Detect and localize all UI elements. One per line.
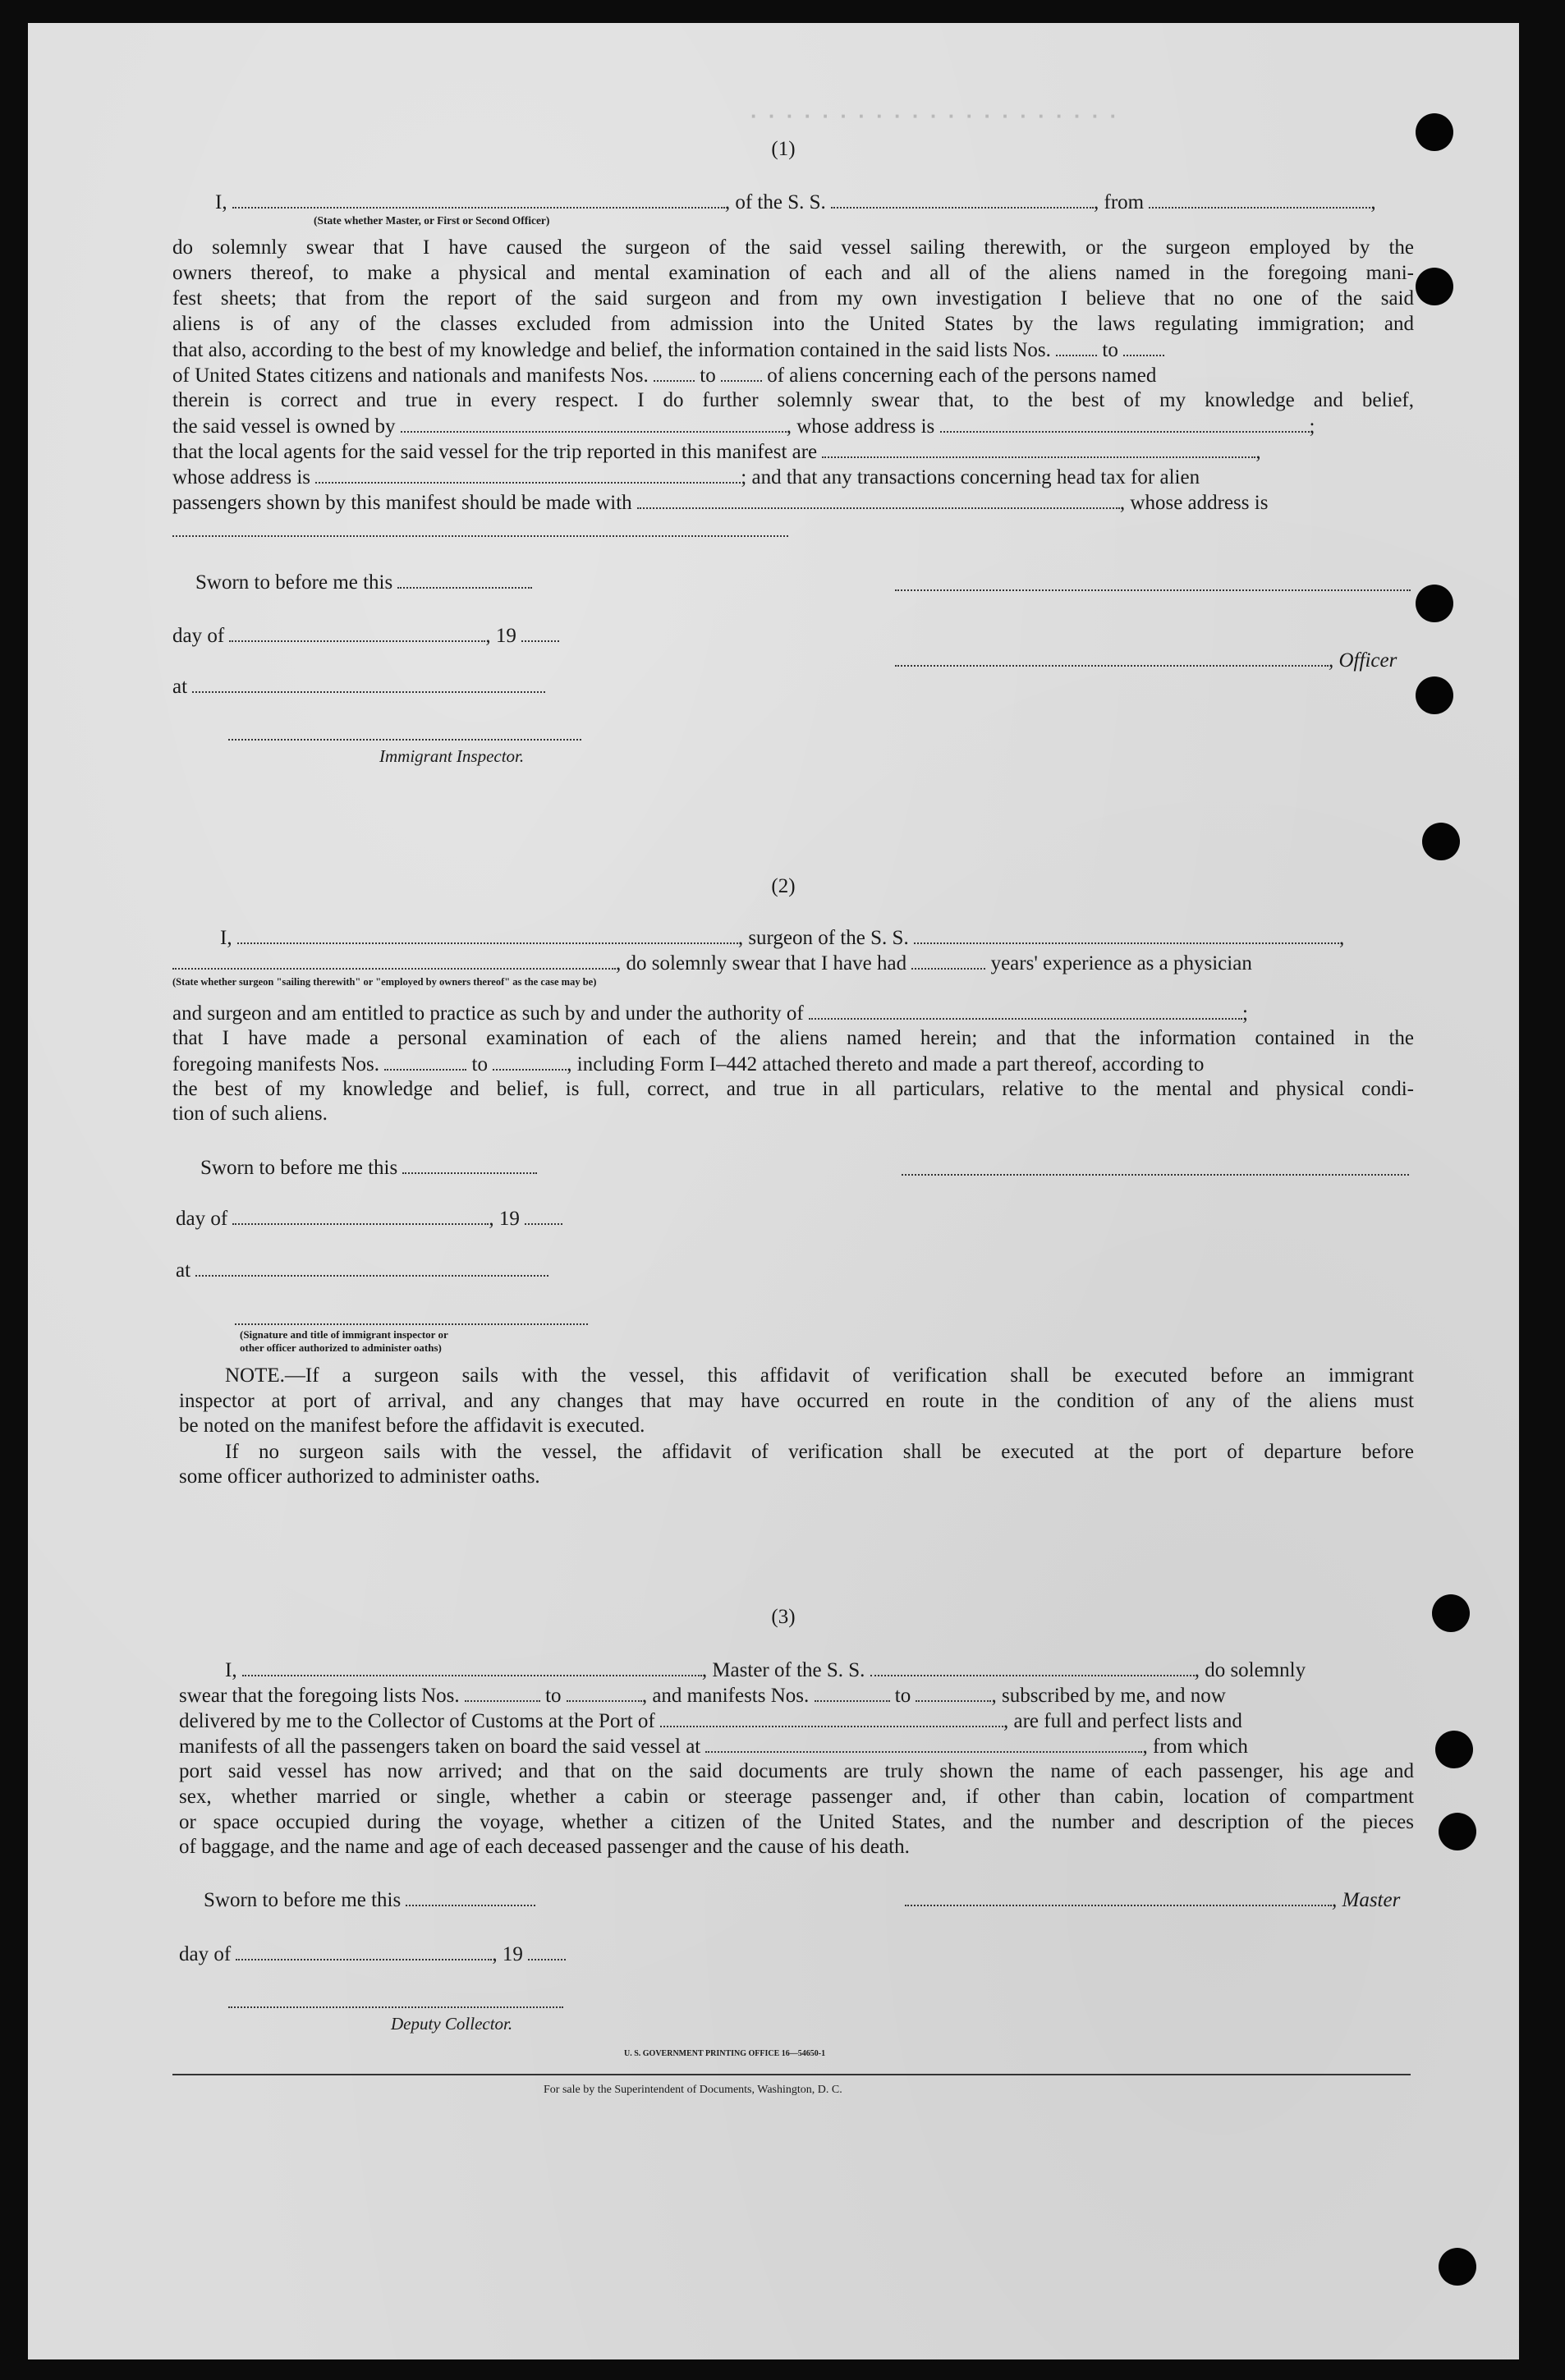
s2-line2 xyxy=(172,950,1252,976)
punch-hole xyxy=(1416,268,1453,305)
s1-at-label: at xyxy=(172,676,188,698)
s1-local-agents-text: that the local agents for the said vessel for the trip reported in this manifest are xyxy=(172,441,818,463)
s2-signature-note: (Signature and title of immigrant inspector or xyxy=(240,1328,448,1341)
s1-passengers-text: passengers shown by this manifest should be made with xyxy=(172,492,632,514)
s3-subscribed-text: , subscribed by me, and now xyxy=(991,1685,1226,1707)
s3-paragraph-line: port said vessel has now arrived; and that on the said documents are truly shown the name of each passenger, his age and xyxy=(179,1760,1414,1782)
s3-manifests-to-field[interactable] xyxy=(916,1682,991,1702)
alien-manifests-to-field[interactable] xyxy=(721,362,762,382)
punch-hole xyxy=(1422,823,1460,860)
s1-paragraph-line: aliens is of any of the classes excluded from admission into the United States by the laws regulating immigration; and xyxy=(172,313,1414,335)
s1-manifests-text: of United States citizens and nationals and manifests Nos. xyxy=(172,365,649,387)
s3-lists-to-field[interactable] xyxy=(567,1682,642,1702)
s1-year-field[interactable] xyxy=(521,622,559,642)
s3-sworn-label: Sworn to before me this xyxy=(204,1889,402,1911)
s1-to-label: to xyxy=(1102,339,1118,361)
s2-year-label: , 19 xyxy=(489,1208,520,1230)
s2-authority-text: and surgeon and am entitled to practice as such by and under the authority of xyxy=(172,1002,804,1025)
s1-sworn-day-field[interactable] xyxy=(397,569,532,589)
note-paragraph-line: some officer authorized to administer oaths. xyxy=(179,1465,540,1488)
officer-rank-note: (State whether Master, or First or Second Officer) xyxy=(314,214,550,227)
s2-inspector-signature-field[interactable] xyxy=(235,1323,588,1325)
surgeon-name-field[interactable] xyxy=(237,924,738,944)
s2-sworn-day-field[interactable] xyxy=(402,1154,537,1174)
s2-month-field[interactable] xyxy=(232,1205,489,1225)
punch-hole xyxy=(1416,585,1453,622)
s1-lists-text: that also, according to the best of my knowledge and belief, the information contained in the said lists Nos. xyxy=(172,339,1051,361)
s1-i-label: I, xyxy=(215,191,227,213)
s1-comma: , xyxy=(1370,191,1376,213)
s1-paragraph-line: therein is correct and true in every respect. I do further solemnly swear that, to the best of my knowledge and belief, xyxy=(172,389,1414,411)
punch-hole xyxy=(1439,2248,1476,2286)
s2-paragraph-line: that I have made a personal examination of each of the aliens named herein; and that the information contained in the xyxy=(172,1027,1414,1049)
s1-at-line xyxy=(172,673,545,699)
practice-authority-field[interactable] xyxy=(809,1000,1242,1020)
s1-of-ss-label: , of the S. S. xyxy=(724,191,826,213)
s3-paragraph-line: of baggage, and the name and age of each deceased passenger and the cause of his death. xyxy=(179,1836,910,1858)
s2-paragraph-line xyxy=(172,1051,1204,1077)
punch-hole xyxy=(1435,1731,1473,1768)
s1-officer-label: , Officer xyxy=(1329,649,1397,672)
head-tax-address-field[interactable] xyxy=(172,535,788,537)
s1-year-label: , 19 xyxy=(485,625,516,647)
punch-hole xyxy=(1439,1813,1476,1850)
s1-line1 xyxy=(215,189,1376,215)
s2-day-of-line xyxy=(176,1205,562,1231)
collector-signature-field[interactable] xyxy=(228,2006,563,2008)
s1-aliens-text: of aliens concerning each of the persons named xyxy=(767,365,1157,387)
s1-paragraph-line xyxy=(172,362,1156,388)
s1-paragraph-line xyxy=(172,464,1200,490)
agents-address-field[interactable] xyxy=(315,464,741,484)
s1-owned-by-text: the said vessel is owned by xyxy=(172,415,396,438)
s3-month-field[interactable] xyxy=(236,1941,492,1960)
s2-year-field[interactable] xyxy=(525,1205,562,1225)
s2-experience-text: years' experience as a physician xyxy=(990,952,1252,974)
note-paragraph-line: inspector at port of arrival, and any changes that may have occurred en route in the condition of any of the aliens must xyxy=(179,1390,1414,1412)
punch-hole xyxy=(1416,676,1453,714)
s1-sworn-label: Sworn to before me this xyxy=(195,571,393,594)
note-paragraph-line: NOTE.—If a surgeon sails with the vessel, this affidavit of verification shall be executed before an immigrant xyxy=(225,1364,1414,1387)
s2-comma: , xyxy=(1338,927,1345,949)
owner-address-field[interactable] xyxy=(940,413,1310,433)
master-name-field[interactable] xyxy=(242,1657,702,1676)
s1-month-field[interactable] xyxy=(229,622,485,642)
s1-paragraph-line: do solemnly swear that I have caused the surgeon of the said vessel sailing therewith, or the surgeon employed by the xyxy=(172,236,1414,259)
s2-day-of-label: day of xyxy=(176,1208,228,1230)
us-lists-to-field[interactable] xyxy=(1123,337,1164,356)
s2-place-field[interactable] xyxy=(195,1257,548,1277)
s3-to-label: to xyxy=(894,1685,911,1707)
s1-place-field[interactable] xyxy=(192,673,545,693)
s2-i-label: I, xyxy=(220,927,232,949)
s3-master-label: , Master xyxy=(1332,1889,1401,1911)
departure-port-field[interactable] xyxy=(1149,189,1370,209)
s2-sworn-label: Sworn to before me this xyxy=(200,1157,398,1179)
s1-officer-signature-field[interactable] xyxy=(895,647,1329,667)
punch-hole xyxy=(1432,1594,1470,1632)
s1-to-label: to xyxy=(700,365,716,387)
s3-line3 xyxy=(179,1708,1242,1734)
s3-manifests-text: , and manifests Nos. xyxy=(641,1685,810,1707)
s3-sworn-line xyxy=(204,1887,535,1913)
note-paragraph-line: If no surgeon sails with the vessel, the affidavit of verification shall be executed at the port of departure before xyxy=(225,1441,1414,1463)
s2-form-text: , including Form I–442 attached thereto and made a part thereof, according to xyxy=(567,1053,1205,1075)
s1-whose-address-is-text: , whose address is xyxy=(1119,492,1269,514)
surgeon-status-note: (State whether surgeon "sailing therewith" or "employed by owners thereof" as the case may be) xyxy=(172,976,597,988)
s1-semicolon: ; xyxy=(1309,415,1315,438)
s1-day-of-label: day of xyxy=(172,625,225,647)
bleed-through-mark: · · · · · · · · · · · · · · · · · · · · · xyxy=(750,103,1120,128)
s3-i-label: I, xyxy=(225,1659,237,1681)
s3-year-label: , 19 xyxy=(492,1943,523,1965)
footer-rule xyxy=(172,2074,1411,2075)
s1-sworn-line xyxy=(195,569,532,595)
years-experience-field[interactable] xyxy=(911,950,985,970)
s1-paragraph-line xyxy=(172,489,1268,516)
s1-paragraph-line: fest sheets; that from the report of the said surgeon and from my own investigation I believe that no one of the said xyxy=(172,287,1414,310)
s1-officer-line xyxy=(895,647,1397,673)
s2-paragraph-line: the best of my knowledge and belief, is full, correct, and true in all particulars, relative to the mental and physical condi- xyxy=(172,1078,1414,1100)
port-of-arrival-field[interactable] xyxy=(660,1708,1003,1727)
s1-head-tax-text: ; and that any transactions concerning head tax for alien xyxy=(741,466,1200,488)
local-agents-field[interactable] xyxy=(822,438,1255,458)
s3-paragraph-line: or space occupied during the voyage, whether a citizen of the United States, and the number and description of the pieces xyxy=(179,1811,1414,1833)
s3-line1 xyxy=(225,1657,1306,1683)
s3-year-field[interactable] xyxy=(528,1941,566,1960)
s3-master-line xyxy=(905,1887,1400,1913)
s1-paragraph-line xyxy=(172,337,1164,363)
s1-whose-address-text: whose address is xyxy=(172,466,311,488)
s3-from-which-text: , from which xyxy=(1142,1736,1248,1758)
s1-paragraph-line: owners thereof, to make a physical and mental examination of each and all of the aliens named in the foregoing mani- xyxy=(172,262,1414,284)
s3-day-of-line xyxy=(179,1941,566,1967)
s2-to-label: to xyxy=(471,1053,488,1075)
sale-notice: For sale by the Superintendent of Documents, Washington, D. C. xyxy=(544,2084,842,2096)
punch-hole xyxy=(1416,113,1453,151)
s1-address-label: , whose address is xyxy=(786,415,935,438)
s2-semicolon: ; xyxy=(1242,1002,1248,1025)
s3-to-label: to xyxy=(545,1685,562,1707)
s2-swear-text: , do solemnly swear that I have had xyxy=(616,952,907,974)
surgeon-status-field[interactable] xyxy=(172,950,616,970)
vessel-owner-field[interactable] xyxy=(401,413,787,433)
gpo-imprint: U. S. GOVERNMENT PRINTING OFFICE 16—54650-1 xyxy=(624,2049,826,2058)
s2-vessel-name-field[interactable] xyxy=(914,924,1339,944)
s2-manifests-from-field[interactable] xyxy=(384,1051,466,1071)
vessel-name-field[interactable] xyxy=(831,189,1094,209)
s3-vessel-name-field[interactable] xyxy=(870,1657,1195,1676)
s1-day-of-line xyxy=(172,622,559,649)
s3-paragraph-line: sex, whether married or single, whether a cabin or steerage passenger and, if other than cabin, location of compartment xyxy=(179,1786,1414,1808)
s3-lists-from-field[interactable] xyxy=(465,1682,540,1702)
s3-day-of-label: day of xyxy=(179,1943,232,1965)
s1-from-label: , from xyxy=(1094,191,1145,213)
s3-manifests-from-field[interactable] xyxy=(815,1682,890,1702)
s2-at-label: at xyxy=(176,1259,191,1282)
inspector-signature-field[interactable] xyxy=(228,739,581,741)
manifest-page xyxy=(28,23,1519,2359)
s2-signature-note: other officer authorized to administer oaths) xyxy=(240,1341,442,1354)
port-of-embarkation-field[interactable] xyxy=(705,1733,1142,1753)
alien-manifests-from-field[interactable] xyxy=(654,362,695,382)
s2-manifests-to-field[interactable] xyxy=(493,1051,567,1071)
s2-paragraph-line: tion of such aliens. xyxy=(172,1103,328,1125)
deputy-collector-label: Deputy Collector. xyxy=(391,2014,513,2034)
s2-surgeon-signature-field[interactable] xyxy=(902,1174,1409,1176)
s3-line2 xyxy=(179,1682,1226,1708)
section-2-heading: (2) xyxy=(771,875,796,897)
s3-master-of-label: , Master of the S. S. xyxy=(701,1659,865,1681)
s3-sworn-day-field[interactable] xyxy=(406,1887,535,1906)
s1-signature-field[interactable] xyxy=(895,589,1411,591)
s3-taken-on-board-text: manifests of all the passengers taken on board the said vessel at xyxy=(179,1736,701,1758)
s3-collector-text: delivered by me to the Collector of Customs at the Port of xyxy=(179,1710,655,1732)
s2-paragraph-line xyxy=(172,1000,1248,1026)
note-paragraph-line: be noted on the manifest before the affidavit is executed. xyxy=(179,1415,645,1437)
section-1-heading: (1) xyxy=(771,138,796,160)
s1-paragraph-line xyxy=(172,438,1261,465)
s3-line4 xyxy=(179,1733,1248,1759)
s2-surgeon-of-label: , surgeon of the S. S. xyxy=(737,927,909,949)
head-tax-contact-field[interactable] xyxy=(637,489,1120,509)
s2-at-line xyxy=(176,1257,548,1283)
s3-lists-text: swear that the foregoing lists Nos. xyxy=(179,1685,460,1707)
s2-sworn-line xyxy=(200,1154,537,1181)
s3-full-lists-text: , are full and perfect lists and xyxy=(1003,1710,1242,1732)
officer-rank-field[interactable] xyxy=(232,189,725,209)
section-3-heading: (3) xyxy=(771,1606,796,1628)
s3-solemnly-text: , do solemnly xyxy=(1194,1659,1306,1681)
us-lists-from-field[interactable] xyxy=(1056,337,1097,356)
master-signature-field[interactable] xyxy=(905,1887,1332,1906)
immigrant-inspector-label: Immigrant Inspector. xyxy=(379,746,525,766)
s1-comma: , xyxy=(1255,441,1261,463)
s2-line1 xyxy=(220,924,1344,951)
s2-manifests-text: foregoing manifests Nos. xyxy=(172,1053,380,1075)
s1-paragraph-line xyxy=(172,413,1315,439)
